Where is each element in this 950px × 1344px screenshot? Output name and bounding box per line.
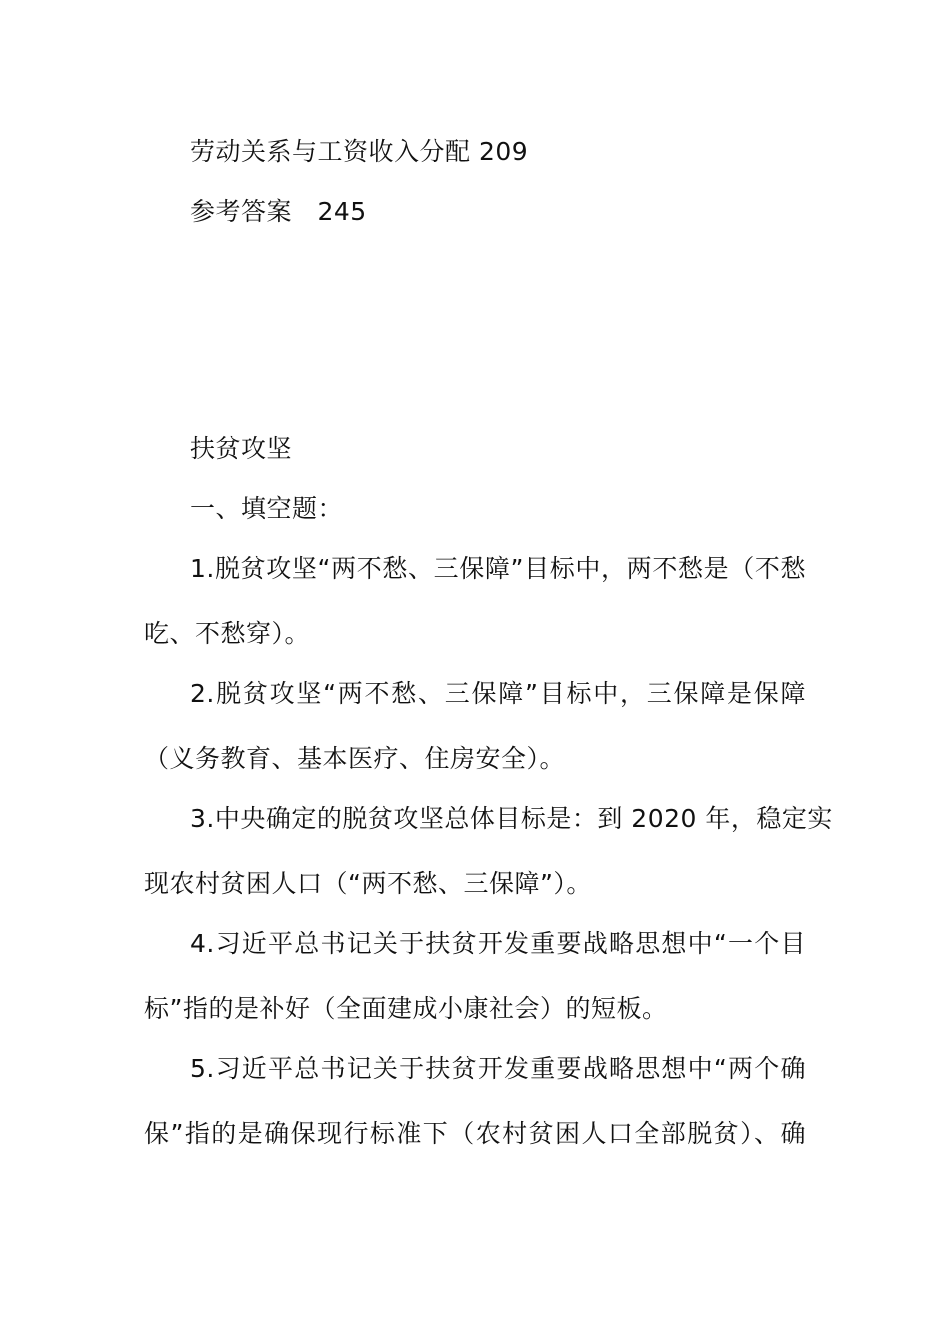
question-5-line-1: 5.习近平总书记关于扶贫开发重要战略思想中“两个确 [190,1054,806,1083]
question-2-line-2: （义务教育、基本医疗、住房安全）。 [144,744,566,773]
toc-entry-labor-relations: 劳动关系与工资收入分配 209 [190,137,529,166]
question-5-line-2: 保”指的是确保现行标准下（农村贫困人口全部脱贫）、确 [144,1119,806,1148]
question-1-line-1: 1.脱贫攻坚“两不愁、三保障”目标中，两不愁是（不愁 [190,554,806,583]
section-title: 扶贫攻坚 [190,434,293,463]
question-1-line-2: 吃、不愁穿）。 [144,619,311,648]
question-4-line-1: 4.习近平总书记关于扶贫开发重要战略思想中“一个目 [190,929,806,958]
question-3-line-1: 3.中央确定的脱贫攻坚总体目标是：到 2020 年，稳定实 [190,804,833,833]
question-4-line-2: 标”指的是补好（全面建成小康社会）的短板。 [144,994,668,1023]
part-heading: 一、填空题： [190,494,344,523]
question-2-line-1: 2.脱贫攻坚“两不愁、三保障”目标中，三保障是保障 [190,679,806,708]
question-3-line-2: 现农村贫困人口（“两不愁、三保障”）。 [144,869,592,898]
toc-entry-reference-answers: 参考答案 245 [190,197,367,226]
